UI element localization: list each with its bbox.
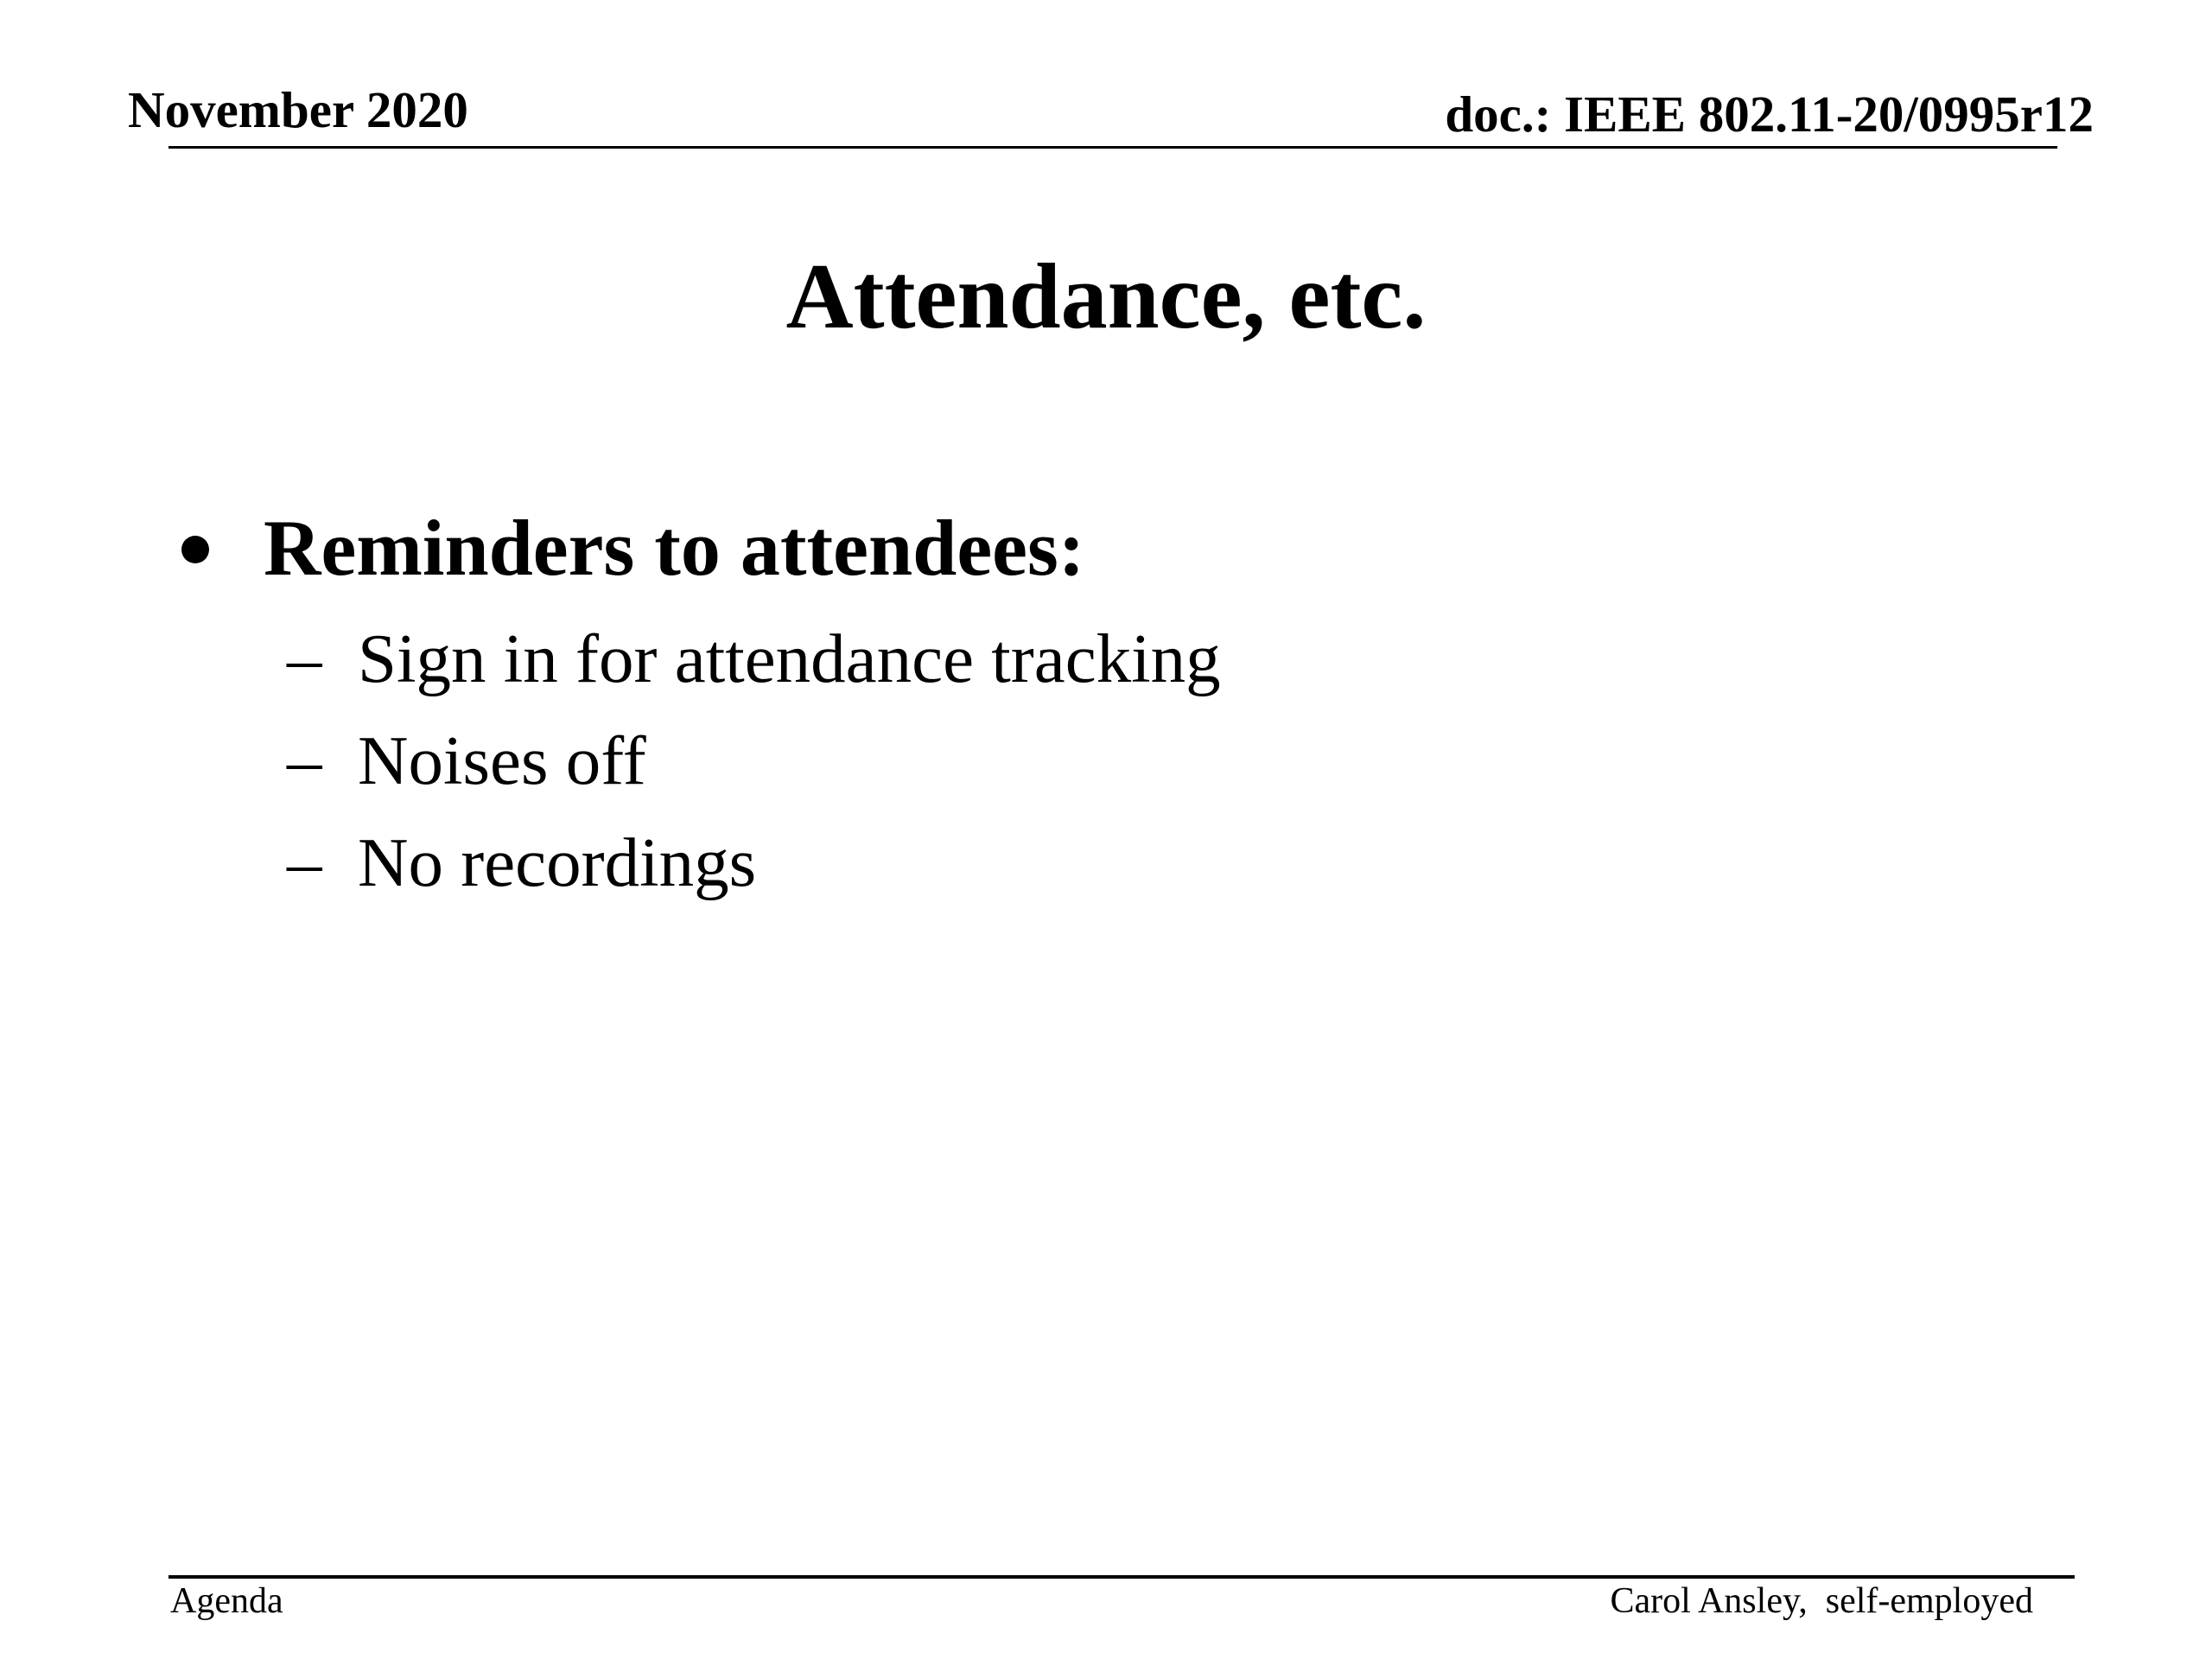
- header-document-id: doc.: IEEE 802.11-20/0995r12: [1445, 86, 2094, 143]
- footer-divider: [168, 1575, 2075, 1579]
- footer-author: Carol Ansley, self-employed: [1610, 1581, 2033, 1621]
- header-date: November 2020: [128, 81, 468, 138]
- bullet-text: Reminders to attendees:: [264, 504, 1085, 592]
- dash-icon: –: [287, 620, 322, 697]
- header-divider: [168, 146, 2057, 149]
- sub-list-item-text: Sign in for attendance tracking: [358, 620, 1221, 697]
- sub-list-item-text: No recordings: [358, 823, 757, 901]
- sub-list-item-text: Noises off: [358, 721, 646, 799]
- dash-icon: –: [287, 721, 322, 799]
- dash-icon: –: [287, 823, 322, 901]
- slide-title: Attendance, etc.: [785, 245, 1427, 348]
- footer-section-label: Agenda: [170, 1581, 283, 1621]
- bullet-dot-icon: [181, 536, 209, 563]
